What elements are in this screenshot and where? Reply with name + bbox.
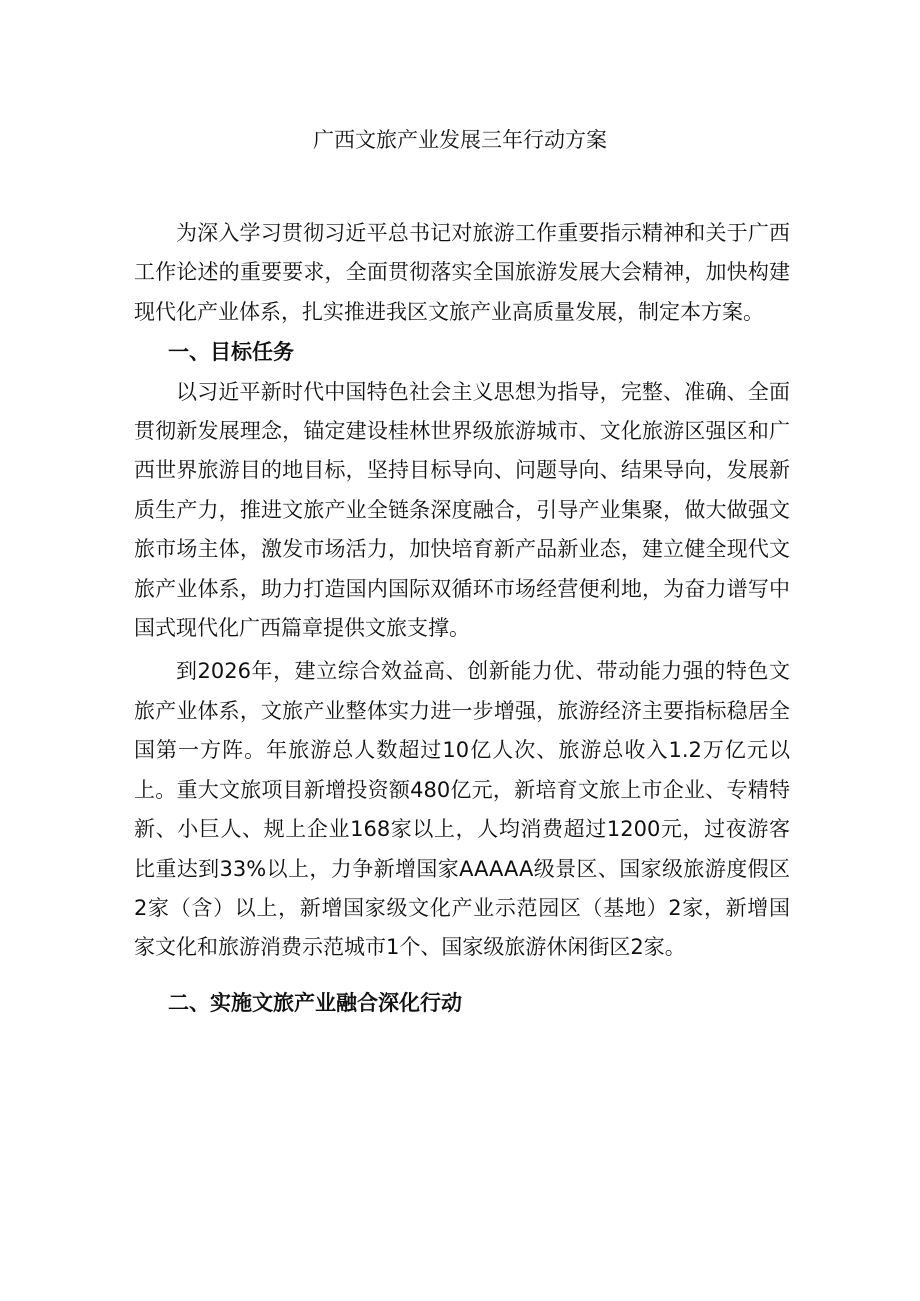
- targets-paragraph: 到2026年，建立综合效益高、创新能力优、带动能力强的特色文旅产业体系，文旅产业整体实力进一步增强，旅游经济主要指标稳居全国第一方阵。年旅游总人数超过10亿人次、旅游总收入1.2万亿元以上。重大文旅项目新增投资额480亿元，新培育文旅上市企业、专精特新、小巨人、规上企业168家以上，人均消费超过1200元，过夜游客比重达到33%以上，力争新增国家AAAAA级景区、国家级旅游度假区2家（含）以上，新增国家级文化产业示范园区（基地）2家，新增国家文化和旅游消费示范城市1个、国家级旅游休闲街区2家。: [134, 659, 790, 960]
- document-body: [134, 214, 790, 1023]
- intro-paragraph: 为深入学习贯彻习近平总书记对旅游工作重要指示精神和关于广西工作论述的重要要求，全面贯彻落实全国旅游发展大会精神，加快构建现代化产业体系，扎实推进我区文旅产业高质量发展，制定本方案。: [134, 221, 790, 324]
- section-heading-goals: 一、目标任务: [168, 340, 294, 365]
- document-title: 广西文旅产业发展三年行动方案: [313, 128, 607, 152]
- section-heading-integration: 二、实施文旅产业融合深化行动: [168, 990, 462, 1015]
- goals-paragraph: 以习近平新时代中国特色社会主义思想为指导，完整、准确、全面贯彻新发展理念，锚定建设桂林世界级旅游城市、文化旅游区强区和广西世界旅游目的地目标，坚持目标导向、问题导向、结果导向，发展新质生产力，推进文旅产业全链条深度融合，引导产业集聚，做大做强文旅市场主体，激发市场活力，加快培育新产品新业态，建立健全现代文旅产业体系，助力打造国内国际双循环市场经营便利地，为奋力谱写中国式现代化广西篇章提供文旅支撑。: [134, 379, 790, 641]
